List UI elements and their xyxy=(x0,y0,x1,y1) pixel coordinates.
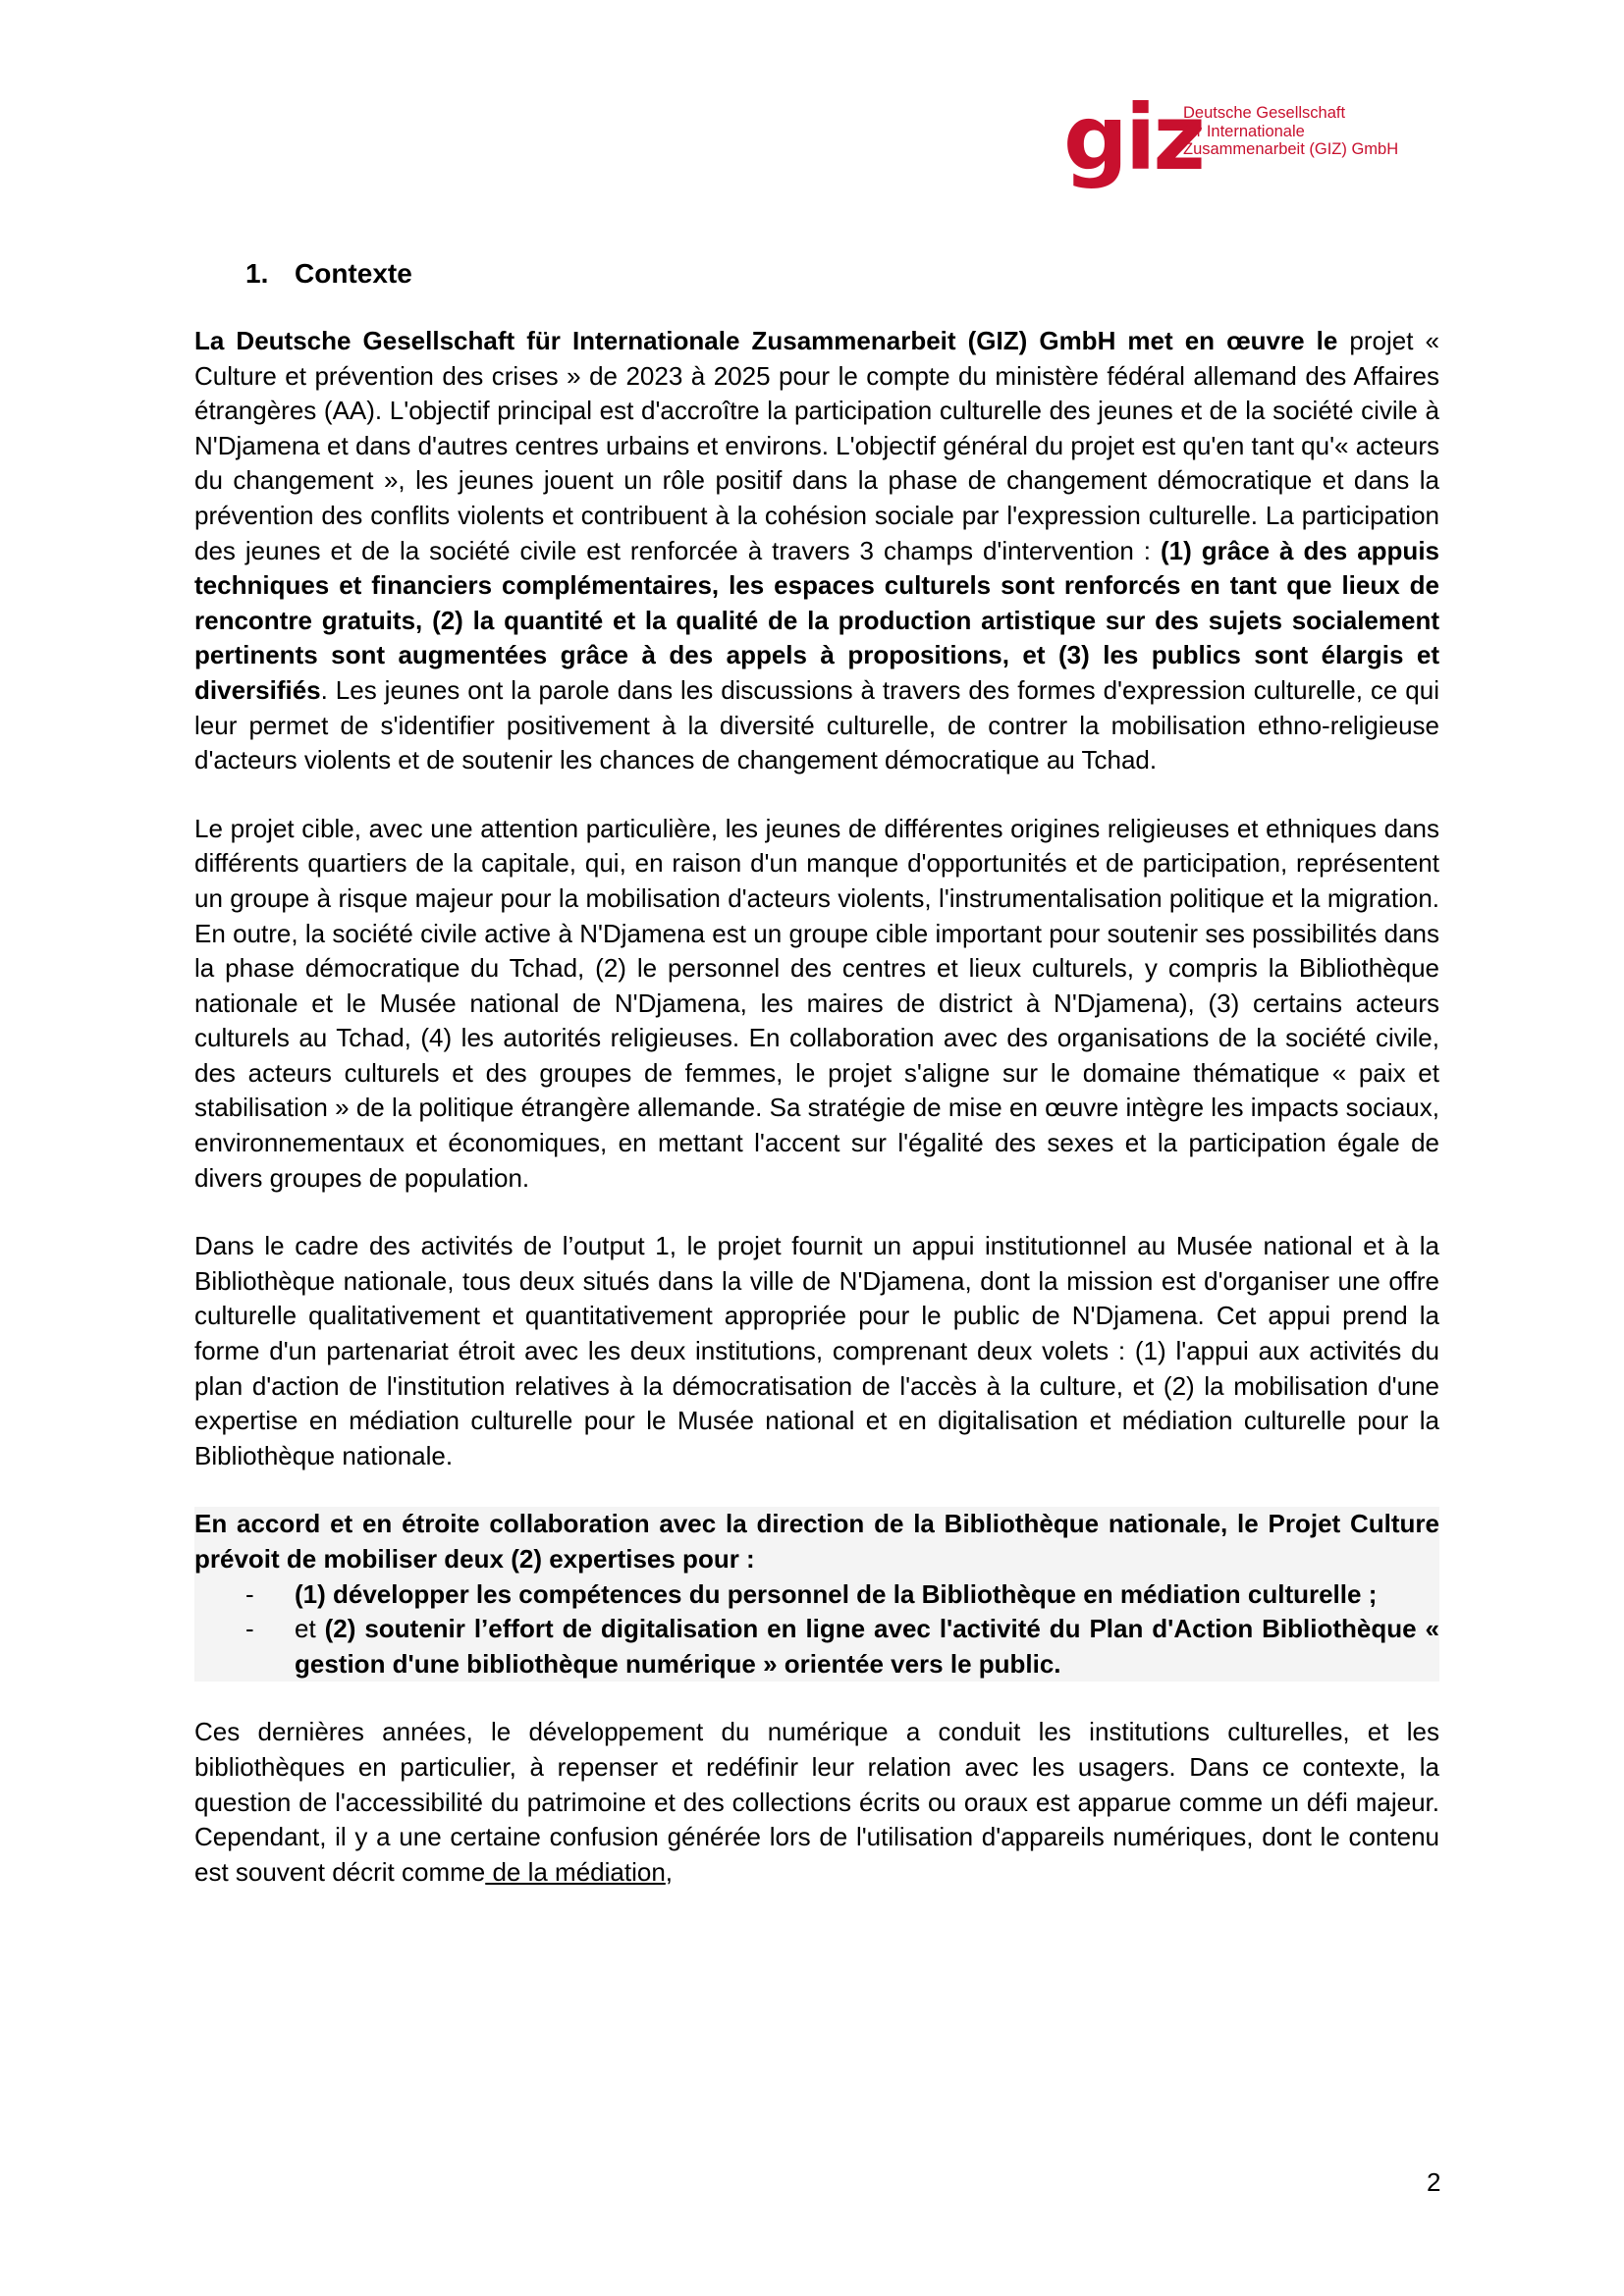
giz-logo-mark: giz xyxy=(1063,85,1203,190)
highlight-intro: En accord et en étroite collaboration avec la direction de la Bibliothèque nationale, le Projet Culture prévoit de mobiliser deux (2) expertises pour : xyxy=(194,1509,1439,1574)
paragraph-bold-fields: (1) grâce à des appuis techniques et financiers complémentaires, les espaces culturels sont renforcés en tant que lieux de rencontre gratuits, (2) la quantité et la qualité de la production artistique sur des sujets socialement pertinents sont augmentées grâce à des appels à propositions, et (3) les publics sont élargis et diversifiés xyxy=(194,535,1439,705)
page-number: 2 xyxy=(1427,2167,1441,2197)
paragraph-digital-tail: , xyxy=(665,1856,674,1887)
paragraph-output-1: Dans le cadre des activités de l’output 1, le projet fournit un appui institutionnel au Musée national et à la Bibliothèque nationale, tous deux situés dans la ville de N'Djamena, dont la mission est d'organiser une offre culturelle qualitativement et quantitativement appropriée pour le public de N'Djamena. Cet appui prend la forme d'un partenariat étroit avec les deux institutions, comprenant deux volets : (1) l'appui aux activités du plan d'action de l'institution relatives à la démocratisation de l'accès à la culture, et (2) la mobilisation d'une expertise en médiation culturelle pour le Musée national et en digitalisation et médiation culturelle pour la Bibliothèque nationale. xyxy=(194,1231,1439,1470)
paragraph-context xyxy=(194,324,1439,778)
section-title: Contexte xyxy=(295,258,412,289)
logo-line-3: Zusammenarbeit (GIZ) GmbH xyxy=(1183,140,1399,158)
logo-line-1: Deutsche Gesellschaft xyxy=(1183,104,1346,122)
highlighted-block xyxy=(194,1507,1439,1682)
logo-line-2: für Internationale xyxy=(1183,122,1305,140)
list-item xyxy=(194,1612,1439,1682)
paragraph-digital-text: Ces dernières années, le développement du numérique a conduit les institutions culturelles, et les bibliothèques en particulier, à repenser et redéfinir leur relation avec les usagers. Dans ce contexte, la question de l'accessibilité du patrimoine et des collections écrits ou oraux est apparue comme un défi majeur. Cependant, il y a une certaine confusion générée lors de l'utilisation d'appareils numériques, dont le contenu est souvent décrit comme xyxy=(194,1717,1439,1887)
underlined-text: de la médiation xyxy=(485,1856,666,1887)
list-item-text: (1) développer les compétences du personnel de la Bibliothèque en médiation culturelle ; xyxy=(295,1578,1378,1609)
list-item-text: (2) soutenir l’effort de digitalisation en ligne avec l'activité du Plan d'Action Bibliothèque « gestion d'une bibliothèque numérique » orientée vers le public. xyxy=(295,1614,1439,1679)
paragraph-lead: La Deutsche Gesellschaft für Internationale Zusammenarbeit (GIZ) GmbH met en œuvre le xyxy=(194,326,1338,355)
list-item-prefix: et xyxy=(295,1614,325,1644)
section-heading xyxy=(245,257,1439,291)
paragraph-text: projet « Culture et prévention des crises » de 2023 à 2025 pour le compte du ministère fédéral allemand des Affaires étrangères (AA). L'objectif principal est d'accroître la participation culturelle des jeunes et de la société civile à N'Djamena et dans d'autres centres urbains et environs. L'objectif général du projet est qu'en tant qu'« acteurs du changement », les jeunes jouent un rôle positif dans la phase de changement démocratique et dans la prévention des conflits violents et contribuent à la cohésion sociale par l'expression culturelle. La participation des jeunes et de la société civile est renforcée à travers 3 champs d'intervention : xyxy=(194,326,1439,565)
paragraph-digital xyxy=(194,1715,1439,1890)
list-item xyxy=(194,1577,1439,1613)
main-content xyxy=(194,257,1439,1890)
expertise-list xyxy=(194,1577,1439,1682)
paragraph-text-end: . Les jeunes ont la parole dans les discussions à travers des formes d'expression culturelle, ce qui leur permet de s'identifier positivement à la diversité culturelle, de contrer la mobilisation ethno-religieuse d'acteurs violents et de soutenir les chances de changement démocratique au Tchad. xyxy=(194,674,1439,775)
section-number: 1. xyxy=(245,258,269,289)
paragraph-target-groups: Le projet cible, avec une attention particulière, les jeunes de différentes origines religieuses et ethniques dans différents quartiers de la capitale, qui, en raison d'un manque d'opportunités et de participation, représentent un groupe à risque majeur pour la mobilisation d'acteurs violents, l'instrumentalisation politique et la migration. En outre, la société civile active à N'Djamena est un groupe cible important pour soutenir ses possibilités dans la phase démocratique du Tchad, (2) le personnel des centres et lieux culturels, y compris la Bibliothèque nationale et le Musée national de N'Djamena, les maires de district à N'Djamena), (3) certains acteurs culturels au Tchad, (4) les autorités religieuses. En collaboration avec des organisations de la société civile, des acteurs culturels et des groupes de femmes, le projet s'aligne sur le domaine thématique « paix et stabilisation » de la politique étrangère allemande. Sa stratégie de mise en œuvre intègre les impacts sociaux, environnementaux et économiques, en mettant l'accent sur l'égalité des sexes et la participation égale de divers groupes de population. xyxy=(194,813,1439,1193)
giz-logo-text xyxy=(1183,104,1398,159)
giz-logo xyxy=(1063,85,1399,190)
list-dash: - xyxy=(245,1578,254,1609)
list-dash: - xyxy=(245,1614,254,1644)
